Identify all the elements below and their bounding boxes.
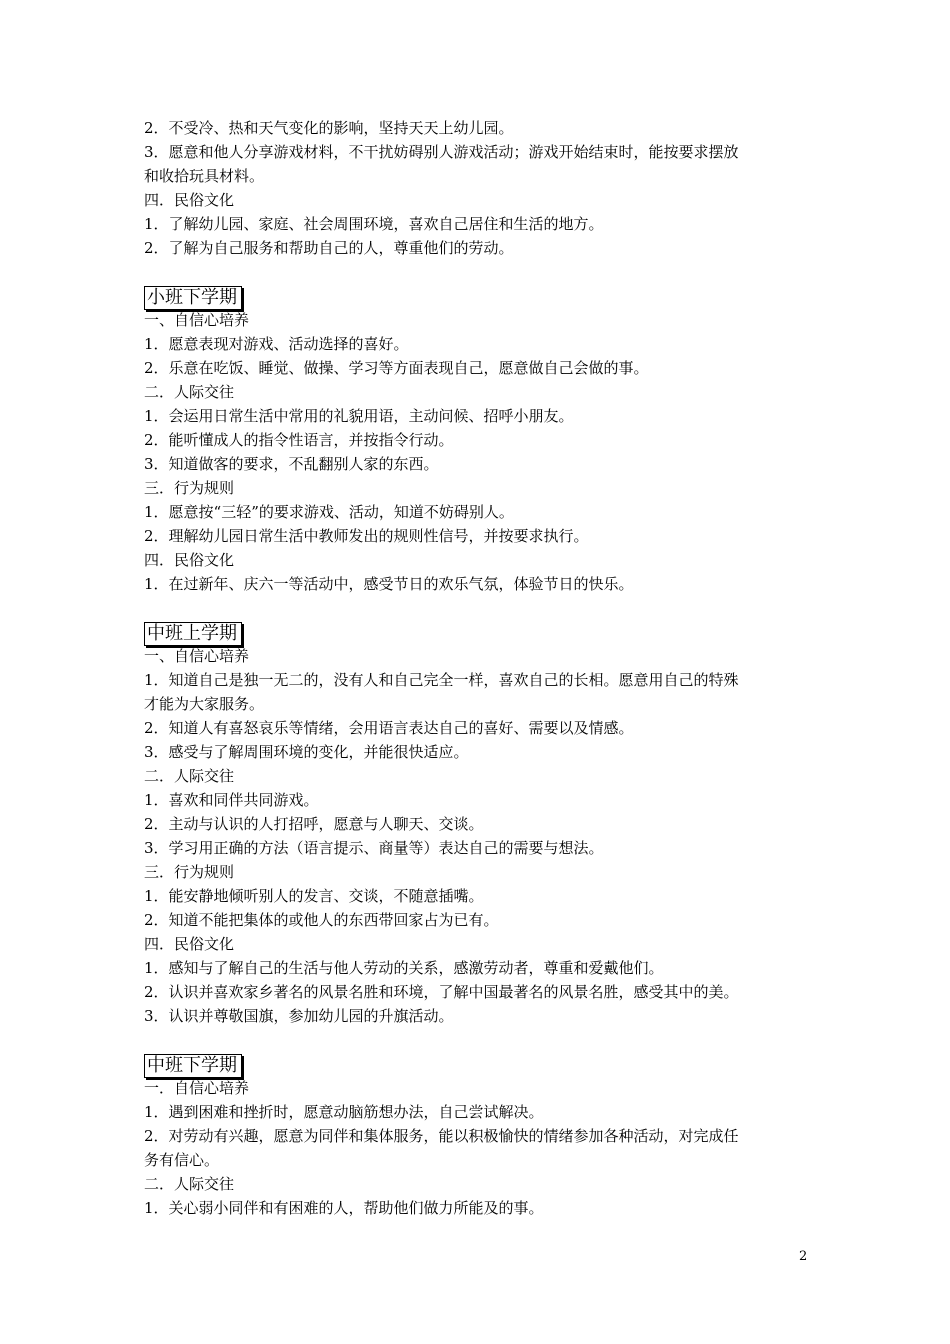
text-line: 3．认识并尊敬国旗，参加幼儿园的升旗活动。 [144, 1007, 454, 1025]
section-subheading: 三．行为规则 [144, 863, 235, 881]
section-subheading: 四．民俗文化 [144, 191, 235, 209]
text-line: 2．知道不能把集体的或他人的东西带回家占为已有。 [144, 911, 499, 929]
text-line: 2．了解为自己服务和帮助自己的人，尊重他们的劳动。 [144, 239, 514, 257]
section-heading: 中班上学期 [144, 622, 242, 646]
section-heading: 小班下学期 [144, 286, 242, 310]
section-subheading: 四．民俗文化 [144, 935, 235, 953]
section-middle-class-first-term [144, 620, 814, 1028]
text-line: 1．在过新年、庆六一等活动中，感受节日的欢乐气氛，体验节日的快乐。 [144, 575, 634, 593]
section-subheading: 二．人际交往 [144, 1175, 235, 1193]
text-line: 2．对劳动有兴趣，愿意为同伴和集体服务，能以积极愉快的情绪参加各种活动，对完成任 [144, 1127, 739, 1145]
text-line: 1．感知与了解自己的生活与他人劳动的关系，感激劳动者，尊重和爱戴他们。 [144, 959, 664, 977]
section-subheading: 一．自信心培养 [144, 1079, 250, 1097]
text-line: 3．知道做客的要求，不乱翻别人家的东西。 [144, 455, 439, 473]
section-small-class-second-term [144, 284, 814, 596]
section-heading: 中班下学期 [144, 1054, 242, 1078]
text-line: 1．会运用日常生活中常用的礼貌用语，主动问候、招呼小朋友。 [144, 407, 574, 425]
text-line: 1．愿意表现对游戏、活动选择的喜好。 [144, 335, 409, 353]
text-line: 1．愿意按“三轻”的要求游戏、活动，知道不妨碍别人。 [144, 503, 514, 521]
text-line: 1．关心弱小同伴和有困难的人，帮助他们做力所能及的事。 [144, 1199, 544, 1217]
text-line: 1．了解幼儿园、家庭、社会周围环境，喜欢自己居住和生活的地方。 [144, 215, 604, 233]
text-line: 1．遇到困难和挫折时，愿意动脑筋想办法，自己尝试解决。 [144, 1103, 544, 1121]
text-line: 2．能听懂成人的指令性语言，并按指令行动。 [144, 431, 454, 449]
text-line: 2．乐意在吃饭、睡觉、做操、学习等方面表现自己，愿意做自己会做的事。 [144, 359, 649, 377]
section-subheading: 二．人际交往 [144, 383, 235, 401]
section-subheading: 二．人际交往 [144, 767, 235, 785]
text-line: 2．主动与认识的人打招呼，愿意与人聊天、交谈。 [144, 815, 484, 833]
section-middle-class-second-term [144, 1052, 814, 1220]
text-line: 1．喜欢和同伴共同游戏。 [144, 791, 319, 809]
text-line: 1．知道自己是独一无二的，没有人和自己完全一样，喜欢自己的长相。愿意用自己的特殊 [144, 671, 739, 689]
text-line: 3．学习用正确的方法（语言提示、商量等）表达自己的需要与想法。 [144, 839, 604, 857]
text-line: 和收拾玩具材料。 [144, 167, 265, 185]
text-line: 2．不受冷、热和天气变化的影响，坚持天天上幼儿园。 [144, 119, 514, 137]
section-subheading: 一、自信心培养 [144, 311, 250, 329]
text-line: 1．能安静地倾听别人的发言、交谈，不随意插嘴。 [144, 887, 484, 905]
section-subheading: 三．行为规则 [144, 479, 235, 497]
top-items [144, 116, 814, 260]
section-subheading: 四．民俗文化 [144, 551, 235, 569]
text-line: 才能为大家服务。 [144, 695, 265, 713]
text-line: 3．愿意和他人分享游戏材料，不干扰妨碍别人游戏活动；游戏开始结束时，能按要求摆放 [144, 143, 739, 161]
document-body [144, 116, 814, 1220]
text-line: 2．知道人有喜怒哀乐等情绪，会用语言表达自己的喜好、需要以及情感。 [144, 719, 634, 737]
page-number: 2 [799, 1249, 808, 1264]
text-line: 2．理解幼儿园日常生活中教师发出的规则性信号，并按要求执行。 [144, 527, 589, 545]
section-subheading: 一、自信心培养 [144, 647, 250, 665]
text-line: 2．认识并喜欢家乡著名的风景名胜和环境，了解中国最著名的风景名胜，感受其中的美。 [144, 983, 739, 1001]
text-line: 3．感受与了解周围环境的变化，并能很快适应。 [144, 743, 469, 761]
text-line: 务有信心。 [144, 1151, 220, 1169]
